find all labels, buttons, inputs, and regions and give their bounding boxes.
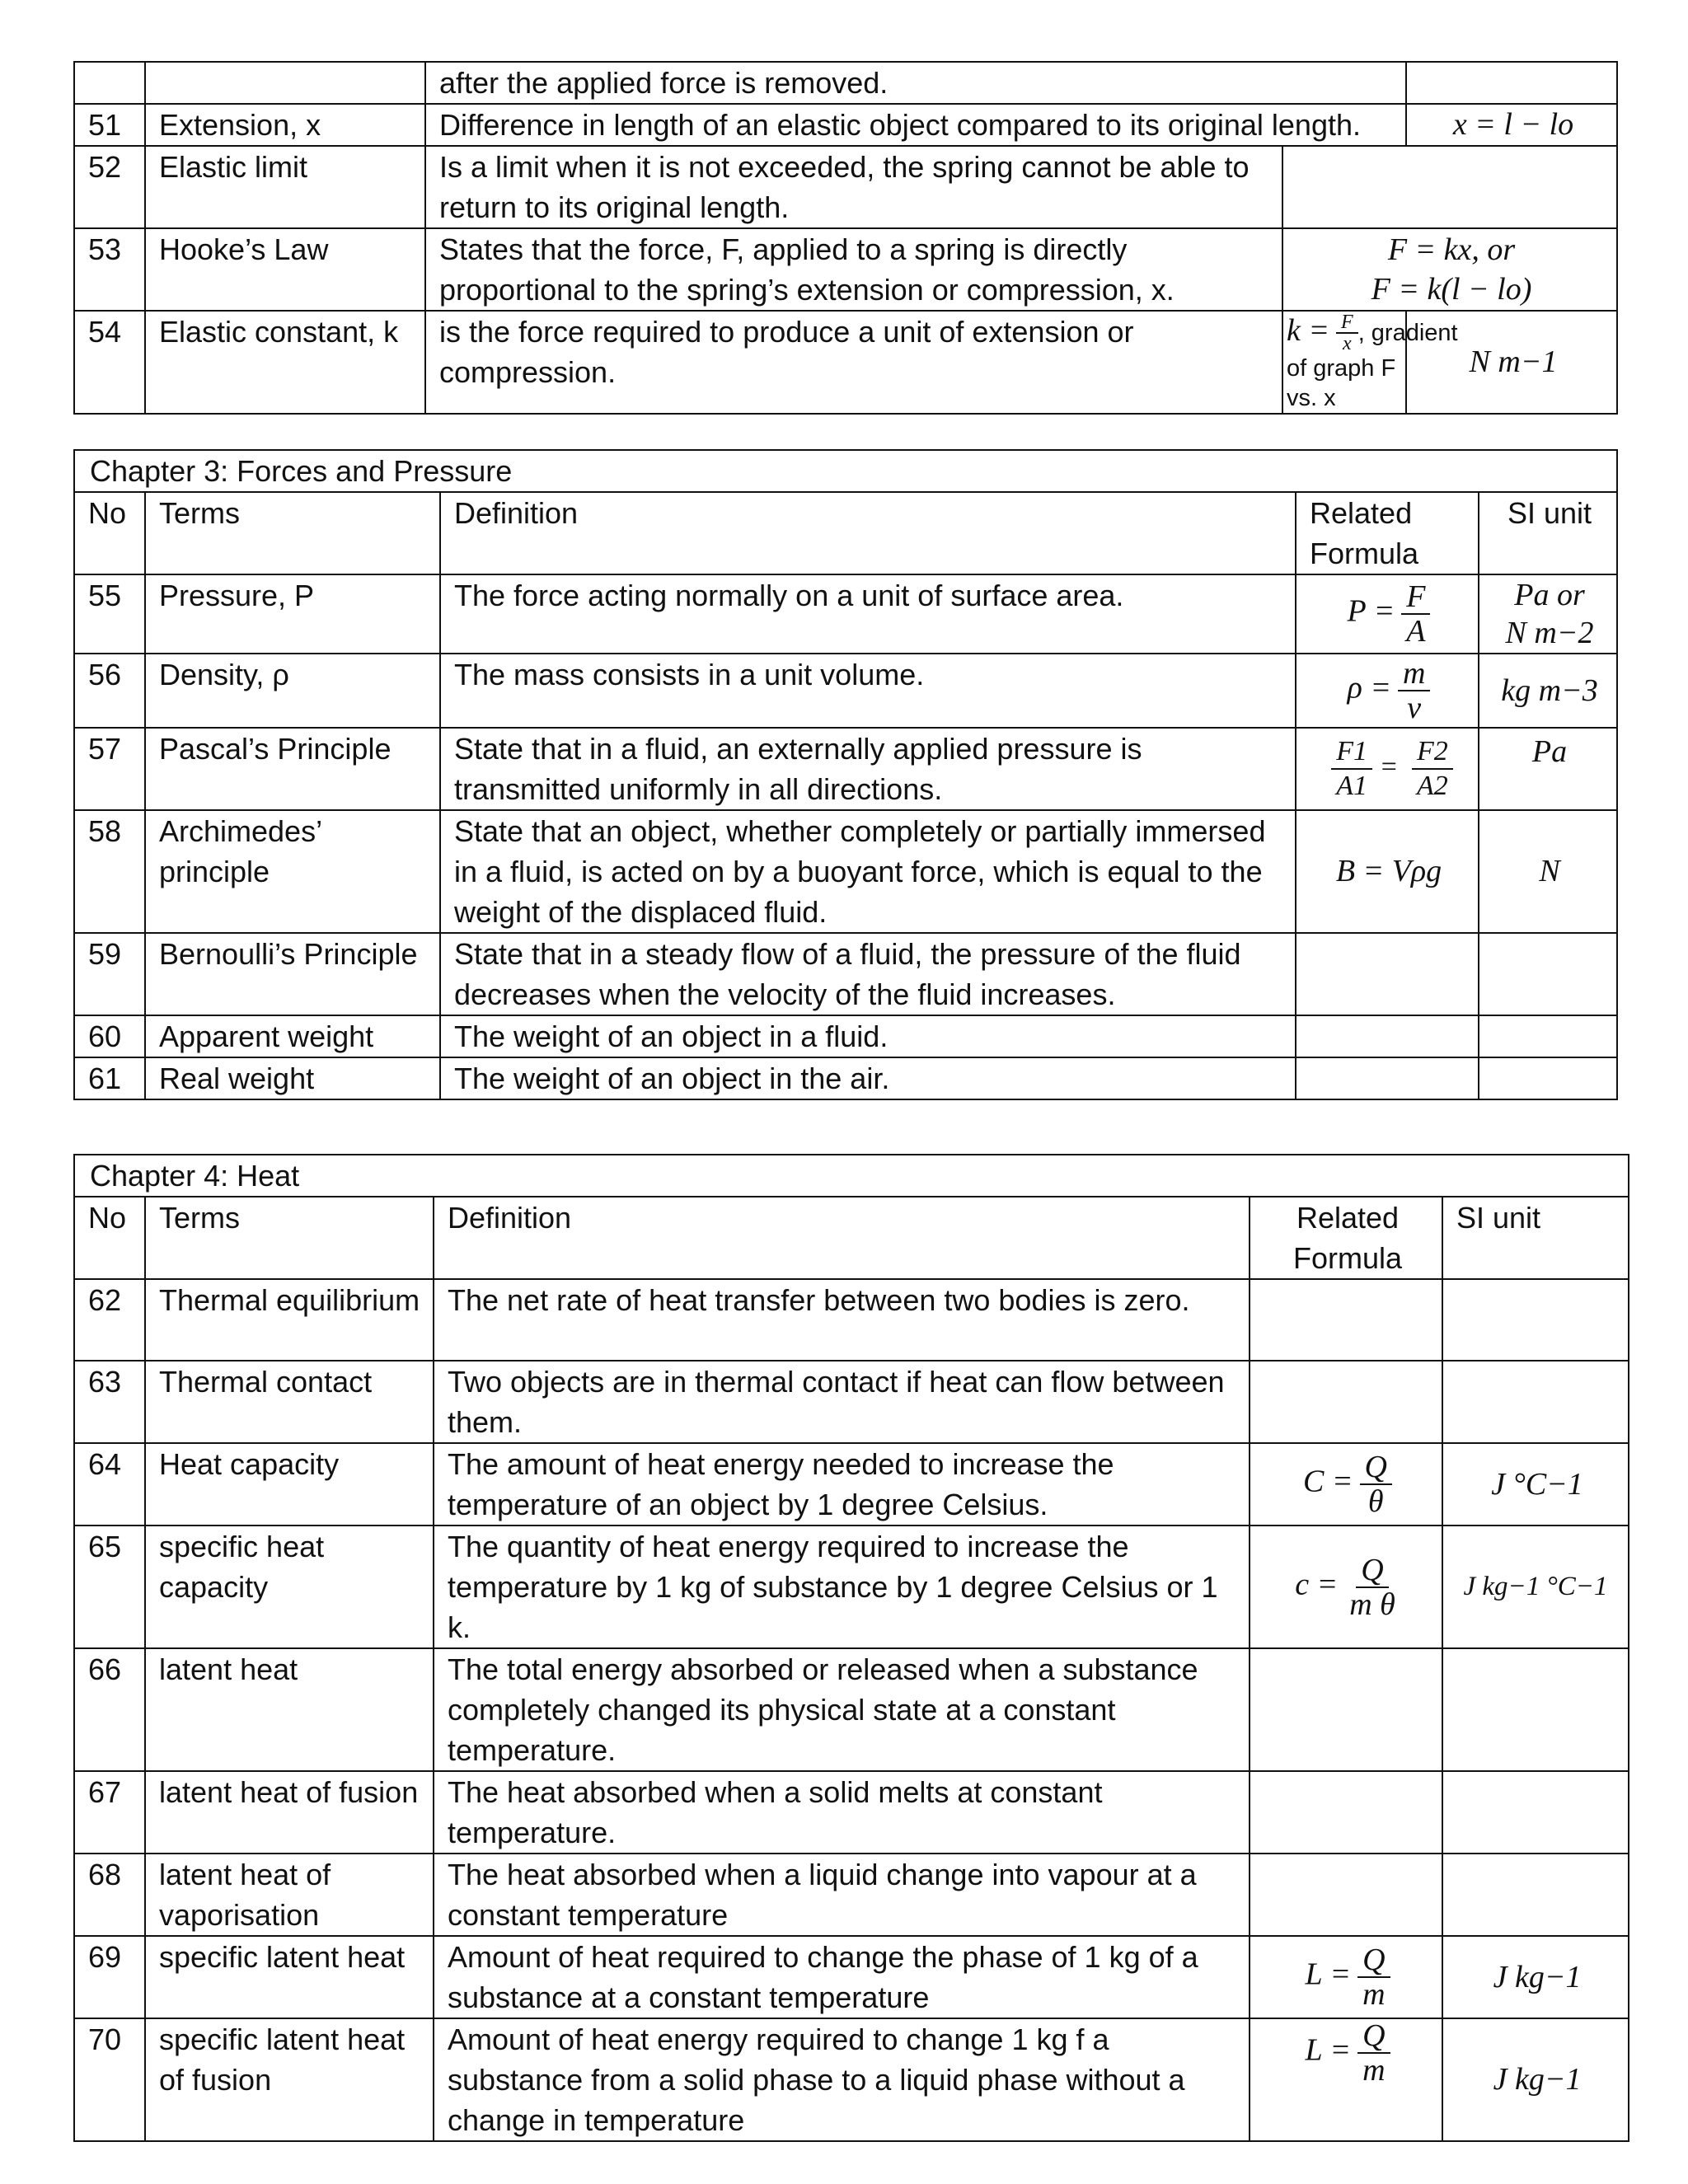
row-definition: States that the force, F, applied to a spring is directly proportional to the spring’s extension or compression, x. [425,228,1282,311]
table-row [74,654,1617,728]
formula-note: , gradient [1357,320,1458,346]
row-definition: Amount of heat energy required to change 1 kg f a substance from a solid phase to a liquid phase without a change in temperature [434,2018,1250,2141]
row-no [74,62,145,104]
formula-numerator: Q [1356,1554,1388,1588]
row-formula [1250,1279,1442,1361]
formula-lhs: c = [1295,1567,1339,1602]
table-row [74,1854,1629,1936]
row-no: 55 [74,574,145,654]
row-formula [1250,2018,1442,2141]
row-no: 62 [74,1279,145,1361]
table-row [74,728,1617,810]
row-no: 58 [74,810,145,933]
row-term: Elastic limit [145,146,425,228]
row-definition: The heat absorbed when a liquid change into vapour at a constant temperature [434,1854,1250,1936]
row-no: 70 [74,2018,145,2141]
row-definition: The heat absorbed when a solid melts at constant temperature. [434,1771,1250,1854]
row-definition: is the force required to produce a unit of extension or compression. [425,311,1282,414]
chapter-title: Chapter 4: Heat [74,1155,1629,1197]
formula-denominator: A1 [1336,771,1368,801]
table-row [74,1015,1617,1057]
header-no: No [74,492,145,574]
row-definition: The force acting normally on a unit of surface area. [440,574,1296,654]
row-unit: J kg−1 [1442,2018,1629,2141]
row-unit [1442,1361,1629,1443]
formula-numerator: F2 [1412,735,1453,770]
row-formula [1296,574,1479,654]
table-chapter4 [73,1154,1629,2142]
header-no: No [74,1197,145,1279]
row-definition: Amount of heat required to change the phase of 1 kg of a substance at a constant temperature [434,1936,1250,2018]
header-definition: Definition [440,492,1296,574]
row-definition: The weight of an object in the air. [440,1057,1296,1099]
row-no: 61 [74,1057,145,1099]
row-unit [1479,1015,1617,1057]
formula-denominator: x [1343,333,1352,355]
row-unit: N m−1 [1406,311,1617,414]
table-row [74,1361,1629,1443]
row-formula: B = Vρg [1296,810,1479,933]
row-definition: The total energy absorbed or released when a substance completely changed its physical state at a constant temperature. [434,1648,1250,1771]
row-term: Pascal’s Principle [145,728,440,810]
row-no: 56 [74,654,145,728]
row-definition: State that in a steady flow of a fluid, the pressure of the fluid decreases when the velocity of the fluid increases. [440,933,1296,1015]
row-no: 65 [74,1526,145,1648]
row-term [145,62,425,104]
row-no: 67 [74,1771,145,1854]
row-no: 64 [74,1443,145,1526]
formula-lhs: ρ = [1347,670,1391,705]
row-formula [1296,728,1479,810]
formula-lhs: L = [1305,1957,1352,1992]
formula-denominator: m θ [1349,1586,1395,1622]
row-term: specific latent heat of fusion [145,2018,434,2141]
row-formula [1296,1015,1479,1057]
formula-line-1: F = kx, or [1387,232,1516,267]
row-unit [1406,62,1617,104]
row-formula [1250,1526,1442,1648]
row-definition: Difference in length of an elastic object compared to its original length. [425,104,1406,146]
row-formula [1250,1443,1442,1526]
formula-note-2: of graph F vs. x [1287,355,1396,412]
row-unit [1442,1648,1629,1771]
row-unit [1442,1279,1629,1361]
row-no: 68 [74,1854,145,1936]
chapter-title: Chapter 3: Forces and Pressure [74,450,1617,492]
row-term: Apparent weight [145,1015,440,1057]
formula-lhs: L = [1305,2032,1352,2068]
row-term: Thermal equilibrium [145,1279,434,1361]
row-term: Density, ρ [145,654,440,728]
table-header-row [74,1197,1629,1279]
row-formula [1250,1361,1442,1443]
formula-denominator: m [1362,1977,1386,2012]
table-caption-row [74,1155,1629,1197]
table-row [74,146,1617,228]
row-term: Archimedes’ principle [145,810,440,933]
table-caption-row [74,450,1617,492]
header-terms: Terms [145,492,440,574]
row-no: 53 [74,228,145,311]
row-unit [1479,1057,1617,1099]
table-row [74,62,1617,104]
row-unit: J kg−1 °C−1 [1442,1526,1629,1648]
header-formula: Related Formula [1250,1197,1442,1279]
row-definition: Is a limit when it is not exceeded, the spring cannot be able to return to its original length. [425,146,1282,228]
header-si-unit: SI unit [1442,1197,1629,1279]
header-terms: Terms [145,1197,434,1279]
formula-line-2: F = k(l − lo) [1371,272,1532,307]
row-definition: State that an object, whether completely or partially immersed in a fluid, is acted on by a buoyant force, which is equal to the weight of the displaced fluid. [440,810,1296,933]
row-unit [1442,1771,1629,1854]
table-chapter3 [73,449,1618,1100]
row-unit: J kg−1 [1442,1936,1629,2018]
row-definition: The amount of heat energy needed to increase the temperature of an object by 1 degree Celsius. [434,1443,1250,1526]
table-row [74,1279,1629,1361]
row-definition: The weight of an object in a fluid. [440,1015,1296,1057]
row-definition: State that in a fluid, an externally applied pressure is transmitted uniformly in all directions. [440,728,1296,810]
formula-denominator: v [1407,691,1422,725]
row-definition: after the applied force is removed. [425,62,1406,104]
row-term: Elastic constant, k [145,311,425,414]
table-row [74,1648,1629,1771]
header-si-unit: SI unit [1479,492,1617,574]
row-formula [1282,146,1617,228]
formula-lhs: k = [1287,313,1330,348]
row-unit: Pa [1479,728,1617,810]
unit-line-1: Pa or [1514,578,1585,612]
unit-line-2: N m−2 [1505,616,1594,650]
table-row [74,933,1617,1015]
table-row [74,104,1617,146]
row-formula: x = l − lo [1406,104,1617,146]
row-no: 51 [74,104,145,146]
table-row [74,574,1617,654]
row-term: Hooke’s Law [145,228,425,311]
row-term: Pressure, P [145,574,440,654]
formula-denominator: A [1406,614,1426,649]
table-header-row [74,492,1617,574]
row-no: 60 [74,1015,145,1057]
row-definition: Two objects are in thermal contact if heat can flow between them. [434,1361,1250,1443]
row-no: 66 [74,1648,145,1771]
table-row [74,1057,1617,1099]
row-formula [1296,1057,1479,1099]
row-formula [1282,228,1617,311]
row-no: 57 [74,728,145,810]
row-term: Bernoulli’s Principle [145,933,440,1015]
row-term: latent heat [145,1648,434,1771]
row-formula [1282,311,1458,414]
table-row [74,1771,1629,1854]
row-definition: The mass consists in a unit volume. [440,654,1296,728]
formula-numerator: F [1336,312,1358,334]
row-formula [1296,654,1479,728]
row-unit [1442,1854,1629,1936]
table-row [74,2018,1629,2141]
row-term: Thermal contact [145,1361,434,1443]
table-row [74,311,1617,414]
row-no: 52 [74,146,145,228]
row-formula [1250,1936,1442,2018]
formula-lhs: P = [1347,593,1395,629]
row-formula [1250,1771,1442,1854]
row-definition: The quantity of heat energy required to increase the temperature by 1 kg of substance by 1 degree Celsius or 1 k. [434,1526,1250,1648]
row-formula [1250,1648,1442,1771]
row-unit [1479,933,1617,1015]
row-no: 54 [74,311,145,414]
row-term: Heat capacity [145,1443,434,1526]
formula-denominator: θ [1367,1484,1384,1519]
table-chapter2-continuation [73,61,1618,415]
header-formula: Related Formula [1296,492,1479,574]
row-term: Real weight [145,1057,440,1099]
formula-denominator: A2 [1416,771,1448,801]
row-definition: The net rate of heat transfer between two bodies is zero. [434,1279,1250,1361]
row-formula [1296,933,1479,1015]
row-unit: N [1479,810,1617,933]
row-no: 63 [74,1361,145,1443]
row-no: 69 [74,1936,145,2018]
table-row [74,228,1617,311]
formula-numerator: Q [1357,1943,1390,1978]
header-definition: Definition [434,1197,1250,1279]
row-term: Extension, x [145,104,425,146]
table-row [74,1443,1629,1526]
formula-equals: = [1379,751,1399,782]
formula-numerator: F [1401,580,1430,615]
formula-lhs: C = [1303,1464,1353,1499]
row-unit: J °C−1 [1442,1443,1629,1526]
row-unit: kg m−3 [1479,654,1617,728]
row-term: specific heat capacity [145,1526,434,1648]
row-term: latent heat of vaporisation [145,1854,434,1936]
row-formula [1250,1854,1442,1936]
formula-numerator: Q [1357,2019,1390,2054]
table-row [74,1526,1629,1648]
row-term: specific latent heat [145,1936,434,2018]
table-row [74,810,1617,933]
row-unit [1479,574,1617,654]
formula-numerator: Q [1360,1451,1392,1485]
table-row [74,1936,1629,2018]
formula-numerator: F1 [1331,735,1372,770]
row-term: latent heat of fusion [145,1771,434,1854]
formula-numerator: m [1398,657,1430,691]
row-no: 59 [74,933,145,1015]
formula-denominator: m [1362,2053,1386,2088]
